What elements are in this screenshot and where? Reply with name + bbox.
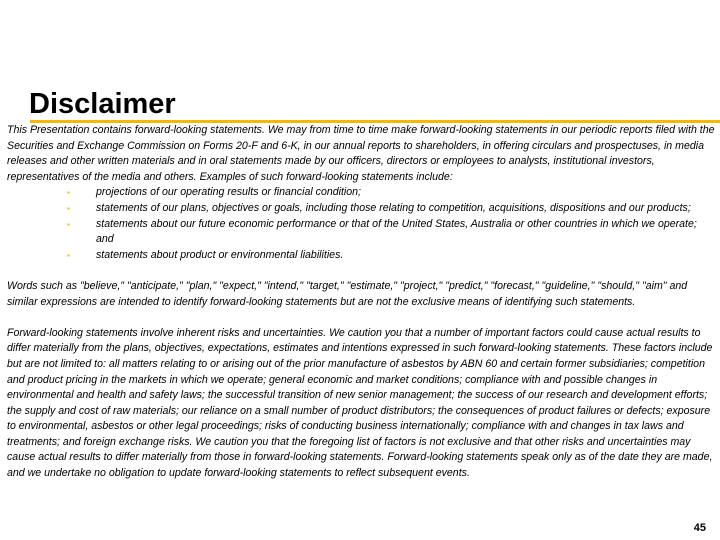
list-item <box>7 217 715 248</box>
disclaimer-body <box>7 123 715 482</box>
examples-list <box>7 185 715 263</box>
list-item <box>7 248 715 264</box>
expressions-paragraph: Words such as "believe," "anticipate," "plan," "expect," "intend," "target," "estimate," "project," "predict," "forecast," "guideline," "should," "aim" and similar expressions are intended to identify forward-looking statements but are not the exclusive means of identifying such statements. <box>7 279 688 308</box>
intro-paragraph: This Presentation contains forward-looking statements. We may from time to time make forward-looking statements in our periodic reports filed with the Securities and Exchange Commission on Forms 20-F and 6-K, in our annual reports to shareholders, in offering circulars and prospectuses, in media releases and other written materials and in oral statements made by our officers, directors or employees to analysts, institutional investors, representatives of the media and others. Examples of such forward-looking statements include: <box>7 124 715 183</box>
list-item <box>7 185 715 201</box>
risks-paragraph: Forward-looking statements involve inherent risks and uncertainties. We caution you that a number of important factors could cause actual results to differ materially from the plans, objectives, expectations, estimates and intentions expressed in such forward-looking statements. These factors include but are not limited to: all matters relating to or arising out of the prior manufacture of asbestos by ABN 60 and certain former subsidiaries; competition and product pricing in the markets in which we operate; general economic and market conditions; compliance with and possible changes in environmental and health and safety laws; the successful transition of new senior management; the success of our research and development efforts; the supply and cost of raw materials; our reliance on a small number of product distributors; the consequences of product failures or defects; exposure to environmental, asbestos or other legal proceedings; risks of conducting business internationally; compliance with and changes in tax laws and treatments; and foreign exchange risks. We caution you that the foregoing list of factors is not exclusive and that other risks and uncertainties may cause actual results to differ materially from those in forward-looking statements. Forward-looking statements speak only as of the date they are made, and we undertake no obligation to update forward-looking statements to reflect subsequent events. <box>7 326 713 480</box>
bullet-icon: ▪ <box>67 188 70 198</box>
slide-title: Disclaimer <box>29 88 176 120</box>
bullet-icon: ▪ <box>67 250 70 260</box>
bullet-icon: ▪ <box>67 219 70 229</box>
page-number: 45 <box>693 522 706 534</box>
bullet-icon: ▪ <box>67 203 70 213</box>
list-item-text: statements about our future economic performance or that of the United States, Australia or other countries in which we operate; and <box>96 217 697 246</box>
list-item <box>7 201 715 217</box>
list-item-text: statements about product or environmental liabilities. <box>96 248 344 261</box>
list-item-text: projections of our operating results or financial condition; <box>96 186 361 199</box>
list-item-text: statements of our plans, objectives or goals, including those relating to competition, acquisitions, dispositions and our products; <box>96 201 691 214</box>
